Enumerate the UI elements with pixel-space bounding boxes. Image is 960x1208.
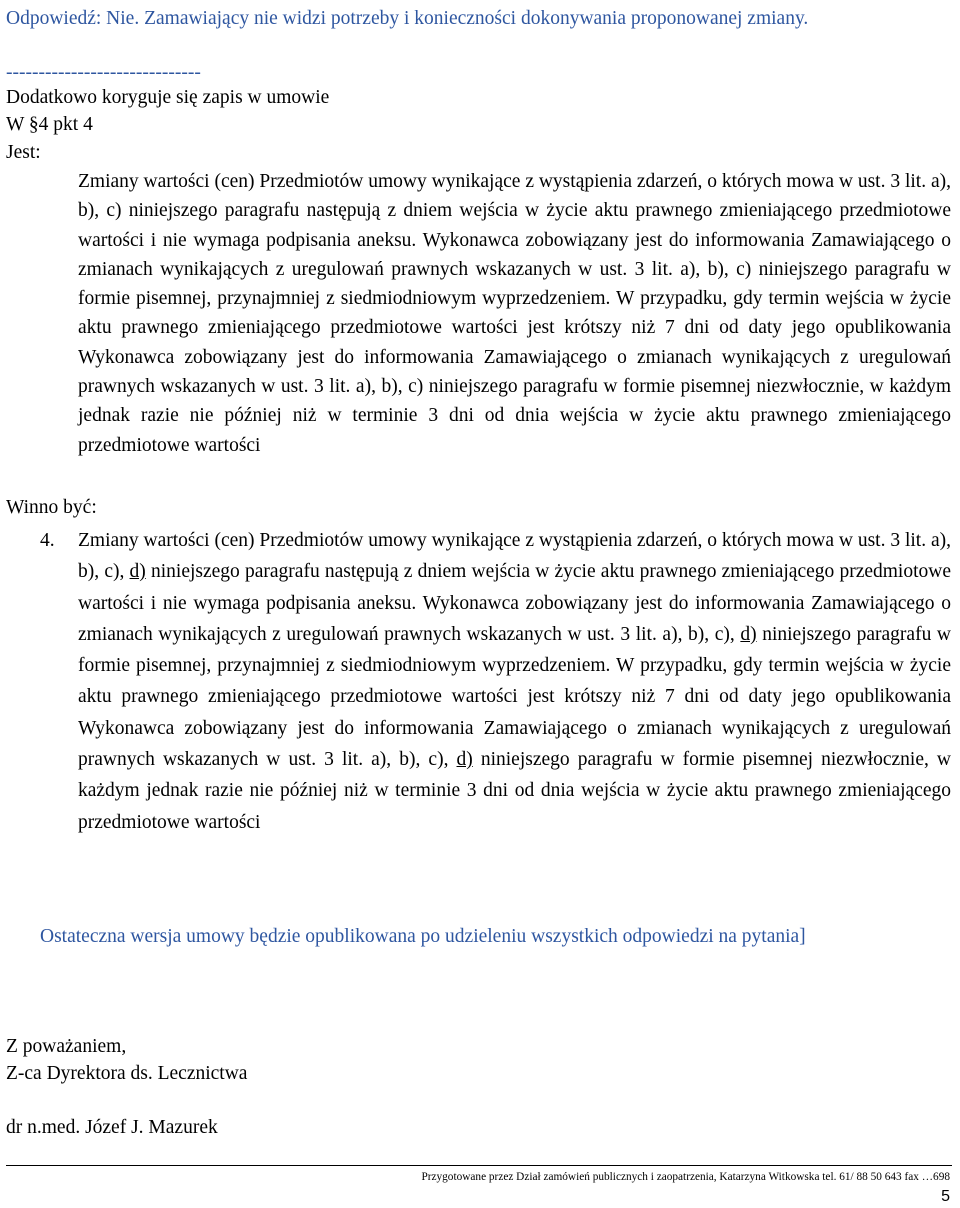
section-reference: W §4 pkt 4: [6, 114, 93, 135]
inserted-d-1: d): [129, 561, 146, 583]
page-number: 5: [941, 1188, 950, 1205]
footer-text: Przygotowane przez Dział zamówień publicznych i zaopatrzenia, Katarzyna Witkowska tel. 61/ 88 50 643 fax …698: [421, 1171, 950, 1183]
winno-text-3: niniejszego paragrafu w formie pisemnej, przynajmniej z siedmiodniowym wyprzedzeniem. W przypadku, gdy termin wejścia w życie aktu prawnego zmieniającego przedmiotowe wartości jest krótszy niż 7 dni od daty jego opublikowania Wykonawca zobowiązany jest do informowania Zamawiającego o zmianach wynikających z uregulowań prawnych wskazanych w ust. 3 lit. a), b), c),: [78, 623, 951, 771]
signature-position: Z-ca Dyrektora ds. Lecznictwa: [6, 1063, 248, 1084]
signature-greeting: Z poważaniem,: [6, 1036, 127, 1057]
winno-text-1: Zmiany wartości (cen) Przedmiotów umowy wynikające z wystąpienia zdarzeń, o których mowa w ust. 3 lit. a), b), c),: [78, 530, 951, 583]
winno-label: Winno być:: [6, 497, 97, 518]
inserted-d-3: d): [456, 749, 473, 771]
separator-line: ------------------------------: [6, 62, 201, 83]
answer-text: Odpowiedź: Nie. Zamawiający nie widzi potrzeby i konieczności dokonywania proponowanej zmiany.: [6, 8, 809, 29]
winno-text-2: niniejszego paragrafu następują z dniem wejścia w życie aktu prawnego zmieniającego przedmiotowe wartości i nie wymaga podpisania aneksu. Wykonawca zobowiązany jest do informowania Zamawiającego o zmianach wynikających z uregulowań prawnych wskazanych w ust. 3 lit. a), b), c),: [78, 561, 951, 645]
winno-text-4: niniejszego paragrafu w formie pisemnej niezwłocznie, w każdym jednak razie nie później niż w terminie 3 dni od dnia wejścia w życie aktu prawnego zmieniającego przedmiotowe wartości: [78, 749, 951, 833]
jest-label: Jest:: [6, 142, 41, 163]
winno-paragraph: [78, 525, 951, 838]
jest-paragraph: Zmiany wartości (cen) Przedmiotów umowy wynikające z wystąpienia zdarzeń, o których mowa w ust. 3 lit. a), b), c) niniejszego paragrafu następują z dniem wejścia w życie aktu prawnego zmieniającego przedmiotowe wartości i nie wymaga podpisania aneksu. Wykonawca zobowiązany jest do informowania Zamawiającego o zmianach wynikających z uregulowań prawnych wskazanych w ust. 3 lit. a), b), c) niniejszego paragrafu w formie pisemnej, przynajmniej z siedmiodniowym wyprzedzeniem. W przypadku, gdy termin wejścia w życie aktu prawnego zmieniającego przedmiotowe wartości jest krótszy niż 7 dni od daty jego opublikowania Wykonawca zobowiązany jest do informowania Zamawiającego o zmianach wynikających z uregulowań prawnych wskazanych w ust. 3 lit. a), b), c) niniejszego paragrafu w formie pisemnej niezwłocznie, w każdym jednak razie nie później niż w terminie 3 dni od dnia wejścia w życie aktu prawnego zmieniającego przedmiotowe wartości: [78, 171, 951, 456]
footer-divider: [6, 1165, 952, 1166]
signature-name: dr n.med. Józef J. Mazurek: [6, 1117, 218, 1138]
list-number: 4.: [40, 530, 55, 551]
inserted-d-2: d): [740, 623, 757, 645]
intro-line: Dodatkowo koryguje się zapis w umowie: [6, 87, 330, 108]
final-note: Ostateczna wersja umowy będzie opublikowana po udzieleniu wszystkich odpowiedzi na pytania]: [40, 926, 806, 947]
